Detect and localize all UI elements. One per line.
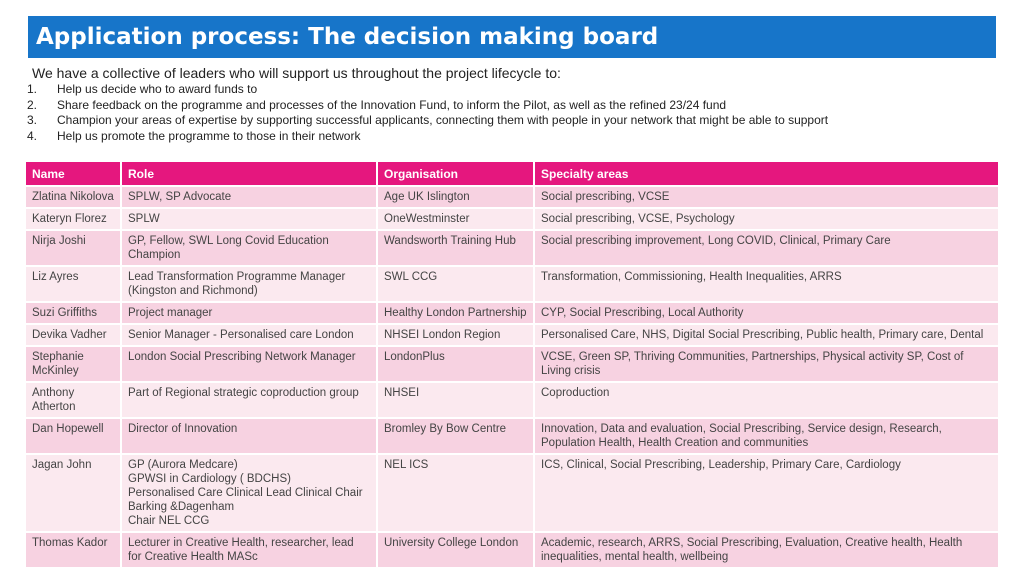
list-item — [27, 129, 828, 145]
cell-role: GP (Aurora Medcare) GPWSI in Cardiology ( BDCHS) Personalised Care Clinical Lead Clinical Chair Barking &Dagenham Chair NEL CCG — [122, 455, 376, 531]
cell-role: Director of Innovation — [122, 419, 376, 453]
cell-role: London Social Prescribing Network Manager — [122, 347, 376, 381]
cell-specialty: Innovation, Data and evaluation, Social Prescribing, Service design, Research, Population Health, Health Creation and communities — [535, 419, 998, 453]
cell-organisation: SWL CCG — [378, 267, 533, 301]
cell-specialty: CYP, Social Prescribing, Local Authority — [535, 303, 998, 323]
cell-organisation: Bromley By Bow Centre — [378, 419, 533, 453]
cell-name: Liz Ayres — [26, 267, 120, 301]
cell-organisation: University College London — [378, 533, 533, 567]
list-text: Help us decide who to award funds to — [57, 82, 258, 96]
cell-organisation: Wandsworth Training Hub — [378, 231, 533, 265]
cell-organisation: LondonPlus — [378, 347, 533, 381]
cell-specialty: Coproduction — [535, 383, 998, 417]
table-row — [26, 533, 998, 567]
cell-organisation: Healthy London Partnership — [378, 303, 533, 323]
table-body — [26, 187, 998, 567]
cell-specialty: Personalised Care, NHS, Digital Social Prescribing, Public health, Primary care, Dental — [535, 325, 998, 345]
cell-name: Stephanie McKinley — [26, 347, 120, 381]
cell-role: Senior Manager - Personalised care London — [122, 325, 376, 345]
cell-name: Anthony Atherton — [26, 383, 120, 417]
header-name: Name — [26, 162, 120, 185]
header-role: Role — [122, 162, 376, 185]
intro-text: We have a collective of leaders who will support us throughout the project lifecycle to: — [32, 65, 561, 81]
cell-specialty: VCSE, Green SP, Thriving Communities, Partnerships, Physical activity SP, Cost of Living crisis — [535, 347, 998, 381]
table-row — [26, 325, 998, 345]
cell-role: SPLW, SP Advocate — [122, 187, 376, 207]
table-row — [26, 231, 998, 265]
table-row — [26, 383, 998, 417]
cell-name: Thomas Kador — [26, 533, 120, 567]
cell-role: GP, Fellow, SWL Long Covid Education Champion — [122, 231, 376, 265]
page-title: Application process: The decision making board — [36, 24, 659, 50]
list-text: Share feedback on the programme and processes of the Innovation Fund, to inform the Pilot, as well as the refined 23/24 fund — [57, 97, 727, 112]
cell-organisation: NEL ICS — [378, 455, 533, 531]
cell-name: Jagan John — [26, 455, 120, 531]
cell-specialty: ICS, Clinical, Social Prescribing, Leadership, Primary Care, Cardiology — [535, 455, 998, 531]
table-row — [26, 419, 998, 453]
cell-name: Zlatina Nikolova — [26, 187, 120, 207]
cell-name: Devika Vadher — [26, 325, 120, 345]
cell-role: Part of Regional strategic coproduction group — [122, 383, 376, 417]
cell-organisation: NHSEI London Region — [378, 325, 533, 345]
cell-organisation: NHSEI — [378, 383, 533, 417]
steps-list — [27, 82, 828, 144]
table-row — [26, 347, 998, 381]
title-bar — [28, 16, 996, 58]
table-header-row — [26, 162, 998, 185]
cell-specialty: Social prescribing, VCSE — [535, 187, 998, 207]
cell-name: Kateryn Florez — [26, 209, 120, 229]
cell-name: Suzi Griffiths — [26, 303, 120, 323]
cell-name: Nirja Joshi — [26, 231, 120, 265]
list-item — [27, 98, 828, 114]
cell-specialty: Social prescribing, VCSE, Psychology — [535, 209, 998, 229]
table-row — [26, 267, 998, 301]
cell-role: Lead Transformation Programme Manager (Kingston and Richmond) — [122, 267, 376, 301]
table-row — [26, 303, 998, 323]
board-table — [24, 160, 1000, 569]
cell-specialty: Academic, research, ARRS, Social Prescribing, Evaluation, Creative health, Health inequalities, mental health, wellbeing — [535, 533, 998, 567]
cell-role: Project manager — [122, 303, 376, 323]
header-organisation: Organisation — [378, 162, 533, 185]
cell-name: Dan Hopewell — [26, 419, 120, 453]
cell-specialty: Transformation, Commissioning, Health Inequalities, ARRS — [535, 267, 998, 301]
list-text: Champion your areas of expertise by supporting successful applicants, connecting them with people in your network that might be able to support — [57, 113, 829, 128]
cell-role: Lecturer in Creative Health, researcher, lead for Creative Health MASc — [122, 533, 376, 567]
list-number: 2. — [27, 97, 38, 112]
list-text: Help us promote the programme to those in their network — [57, 128, 361, 143]
cell-specialty: Social prescribing improvement, Long COVID, Clinical, Primary Care — [535, 231, 998, 265]
list-number: 3. — [27, 113, 38, 128]
table-row — [26, 209, 998, 229]
header-specialty: Specialty areas — [535, 162, 998, 185]
list-item — [27, 82, 828, 98]
list-number: 1. — [27, 82, 38, 96]
list-item — [27, 113, 828, 129]
cell-role: SPLW — [122, 209, 376, 229]
cell-organisation: OneWestminster — [378, 209, 533, 229]
cell-organisation: Age UK Islington — [378, 187, 533, 207]
list-number: 4. — [27, 128, 38, 143]
table-row — [26, 455, 998, 531]
table-row — [26, 187, 998, 207]
